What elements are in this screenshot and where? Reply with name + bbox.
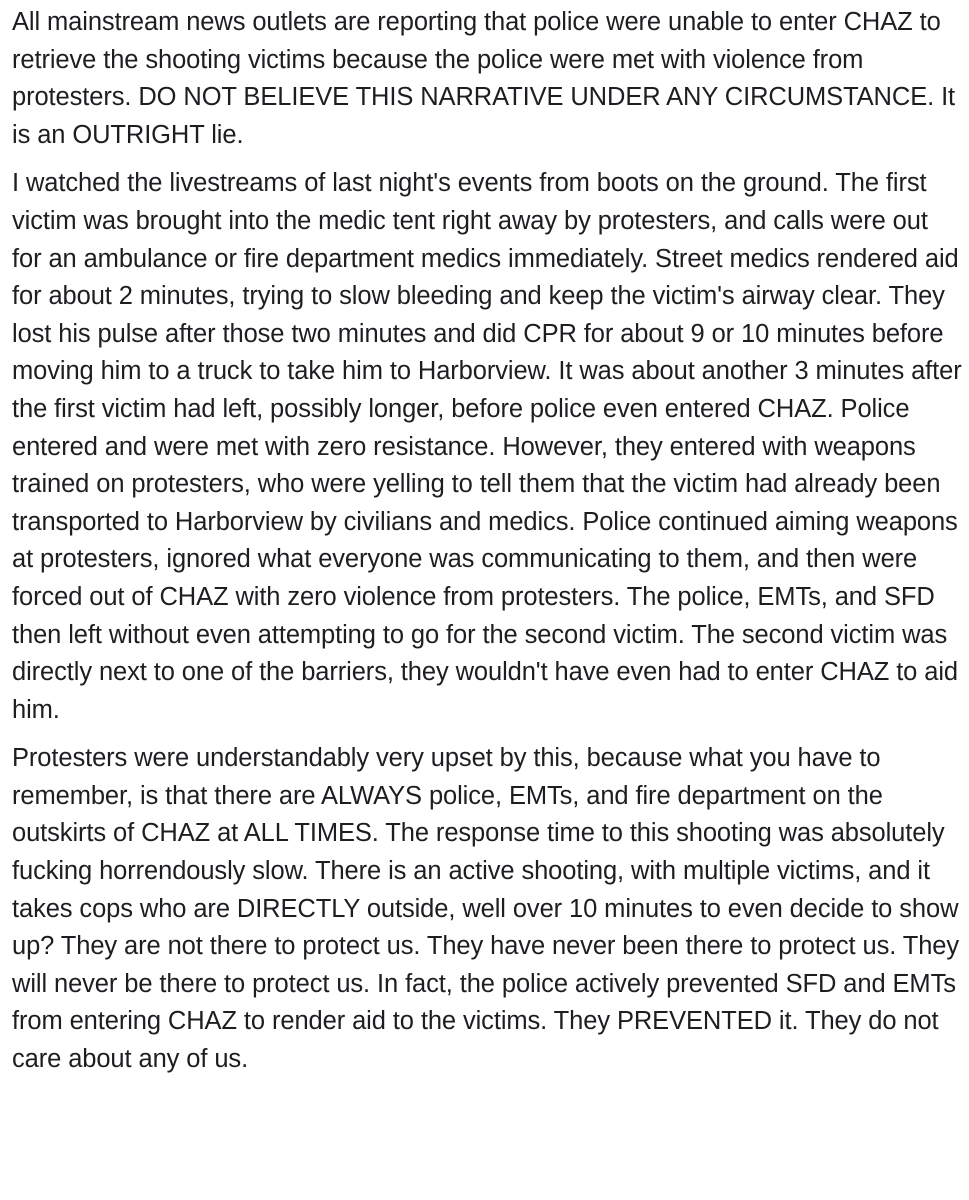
post-body	[12, 4, 962, 1079]
post-paragraph-1: All mainstream news outlets are reporting that police were unable to enter CHAZ to retrieve the shooting victims because the police were met with violence from protesters. DO NOT BELIEVE THIS NARRATIVE UNDER ANY CIRCUMSTANCE. It is an OUTRIGHT lie.	[12, 8, 956, 149]
post-paragraph-3: Protesters were understandably very upset by this, because what you have to remember, is that there are ALWAYS police, EMTs, and fire department on the outskirts of CHAZ at ALL TIMES. The response time to this shooting was absolutely fucking horrendously slow. There is an active shooting, with multiple victims, and it takes cops who are DIRECTLY outside, well over 10 minutes to even decide to show up? They are not there to protect us. They have never been there to protect us. They will never be there to protect us. In fact, the police actively prevented SFD and EMTs from entering CHAZ to render aid to the victims. They PREVENTED it. They do not care about any of us.	[12, 744, 960, 1074]
post-paragraph-2: I watched the livestreams of last night's events from boots on the ground. The first victim was brought into the medic tent right away by protesters, and calls were out for an ambulance or fire department medics immediately. Street medics rendered aid for about 2 minutes, trying to slow bleeding and keep the victim's airway clear. They lost his pulse after those two minutes and did CPR for about 9 or 10 minutes before moving him to a truck to take him to Harborview. It was about another 3 minutes after the first victim had left, possibly longer, before police even entered CHAZ. Police entered and were met with zero resistance. However, they entered with weapons trained on protesters, who were yelling to tell them that the victim had already been transported to Harborview by civilians and medics. Police continued aiming weapons at protesters, ignored what everyone was communicating to them, and then were forced out of CHAZ with zero violence from protesters. The police, EMTs, and SFD then left without even attempting to go for the second victim. The second victim was directly next to one of the barriers, they wouldn't have even had to enter CHAZ to aid him.	[12, 169, 962, 724]
